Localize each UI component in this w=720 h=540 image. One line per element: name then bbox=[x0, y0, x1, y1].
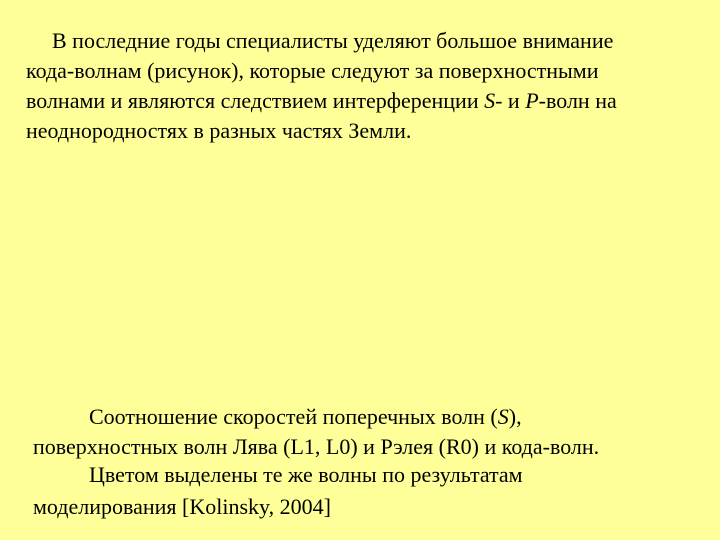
figure-caption bbox=[33, 402, 703, 522]
intro-line-3-text-b: - и bbox=[495, 88, 526, 113]
intro-line-3 bbox=[26, 86, 706, 116]
intro-line-1 bbox=[26, 26, 706, 56]
figure-placeholder bbox=[20, 145, 700, 395]
caption-s-symbol: S bbox=[497, 404, 509, 429]
caption-line-3 bbox=[33, 460, 703, 490]
s-wave-symbol: S bbox=[484, 88, 496, 113]
intro-line-2-text: кода-волнам (рисунок), которые следуют за поверхностными bbox=[26, 58, 599, 83]
intro-line-2 bbox=[26, 56, 706, 86]
caption-line-1 bbox=[33, 402, 703, 432]
caption-line-2-text: поверхностных волн Лява (L1, L0) и Рэлея (R0) и кода-волн. bbox=[33, 434, 600, 459]
intro-line-4-text: неоднородностях в разных частях Земли. bbox=[26, 118, 412, 143]
intro-line-3-text-a: волнами и являются следствием интерференции bbox=[26, 88, 485, 113]
intro-line-3-text-c: -волн на bbox=[538, 88, 617, 113]
caption-line-4 bbox=[33, 492, 703, 522]
intro-paragraph bbox=[26, 26, 706, 146]
p-wave-symbol: P bbox=[525, 88, 539, 113]
caption-line-4-text: моделирования [Kolinsky, 2004] bbox=[33, 494, 331, 519]
caption-line-1-text-b: ), bbox=[508, 404, 522, 429]
caption-line-3-text: Цветом выделены те же волны по результатам bbox=[89, 462, 523, 487]
caption-line-1-text-a: Соотношение скоростей поперечных волн ( bbox=[89, 404, 498, 429]
intro-line-1-text: В последние годы специалисты уделяют большое внимание bbox=[52, 28, 614, 53]
intro-line-4 bbox=[26, 116, 706, 146]
caption-line-2 bbox=[33, 432, 703, 462]
